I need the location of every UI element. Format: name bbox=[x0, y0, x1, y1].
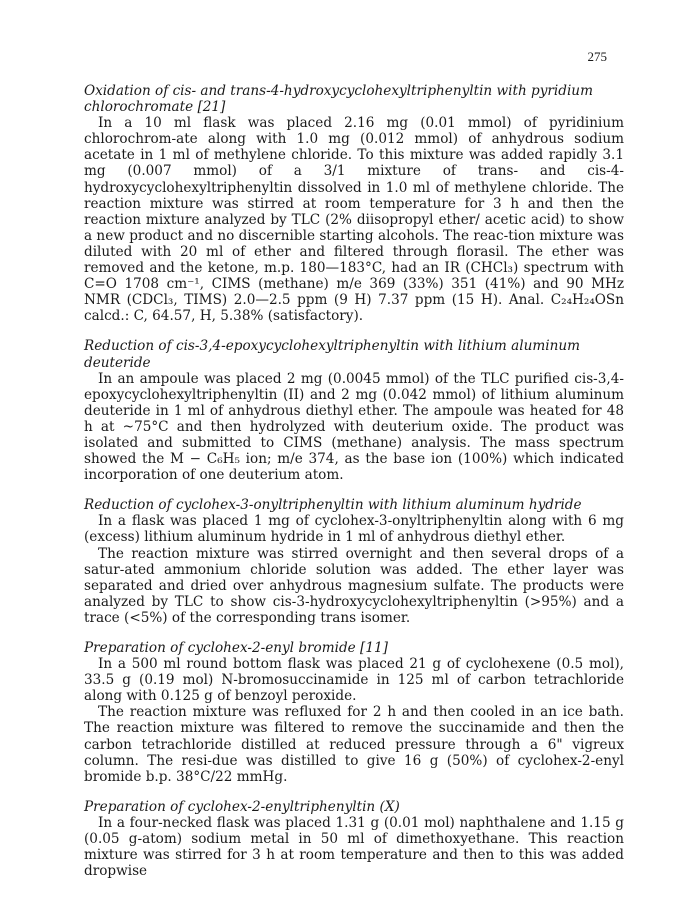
section-heading: Reduction of cis-3,4-epoxycyclohexyltriphenyltin with lithium aluminum deuteride bbox=[84, 338, 580, 371]
paragraph: In a 10 ml flask was placed 2.16 mg (0.01 mmol) of pyridinium chlorochrom-ate along with 1.0 mg (0.012 mmol) of anhydrous sodium acetate in 1 ml of methylene chloride. To this mixture was added rapidly 3.1 mg (0.007 mmol) of a 3/1 mixture of trans- and cis-4-hydroxycyclohexyltriphenyltin dissolved in 1.0 ml of methylene chloride. The reaction mixture was stirred at room temperature for 3 h and then the reaction mixture analyzed by TLC (2% diisopropyl ether/ acetic acid) to show a new product and no discernible starting alcohols. The reac-tion mixture was diluted with 20 ml of ether and filtered through florasil. The ether was removed and the ketone, m.p. 180—183°C, had an IR (CHCl₃) spectrum with C=O 1708 cm⁻¹, CIMS (methane) m/e 369 (33%) 351 (41%) and 90 MHz NMR (CDCl₃, TIMS) 2.0—2.5 ppm (9 H) 7.37 ppm (15 H). Anal. C₂₄H₂₄OSn calcd.: C, 64.57, H, 5.38% (satisfactory). bbox=[84, 115, 624, 325]
section-tin-prep bbox=[84, 799, 624, 879]
section-heading: Preparation of cyclohex-2-enyl bromide [11] bbox=[84, 640, 388, 656]
paragraph: In a flask was placed 1 mg of cyclohex-3-onyltriphenyltin along with 6 mg (excess) lithium aluminum hydride in 1 ml of anhydrous diethyl ether. bbox=[84, 513, 624, 546]
paragraph: In an ampoule was placed 2 mg (0.0045 mmol) of the TLC purified cis-3,4-epoxycyclohexyltriphenyltin (II) and 2 mg (0.042 mmol) of lithium aluminum deuteride in 1 ml of anhydrous diethyl ether. The ampoule was heated for 48 h at ~75°C and then hydrolyzed with deuterium oxide. The product was isolated and submitted to CIMS (methane) analysis. The mass spectrum showed the M − C₆H₅ ion; m/e 374, as the base ion (100%) which indicated incorporation of one deuterium atom. bbox=[84, 370, 624, 484]
section-heading: Preparation of cyclohex-2-enyltriphenyltin (X) bbox=[84, 798, 400, 815]
paragraph: The reaction mixture was stirred overnight and then several drops of a satur-ated ammonium chloride solution was added. The ether layer was separated and dried over anhydrous magnesium sulfate. The products were analyzed by TLC to show cis-3-hydroxycyclohexyltriphenyltin (>95%) and a trace (<5%) of the corresponding trans isomer. bbox=[84, 545, 624, 626]
section-reduction-epoxide bbox=[84, 338, 624, 483]
section-reduction-ketone bbox=[84, 497, 624, 626]
paragraph: In a 500 ml round bottom flask was placed 21 g of cyclohexene (0.5 mol), 33.5 g (0.19 mol) N-bromosuccinamide in 125 ml of carbon tetrachloride along with 0.125 g of benzoyl peroxide. bbox=[84, 656, 624, 705]
section-heading: Oxidation of cis- and trans-4-hydroxycyclohexyltriphenyltin with pyridium chlorochromate [21] bbox=[84, 83, 593, 116]
section-heading: Reduction of cyclohex-3-onyltriphenyltin with lithium aluminum hydride bbox=[84, 497, 582, 514]
paragraph: In a four-necked flask was placed 1.31 g (0.01 mol) naphthalene and 1.15 g (0.05 g-atom) sodium metal in 50 ml of dimethoxyethane. This reaction mixture was stirred for 3 h at room temperature and then to this was added dropwise bbox=[84, 814, 624, 880]
section-oxidation bbox=[84, 83, 624, 324]
article-body bbox=[84, 83, 624, 893]
page-number: 275 bbox=[587, 49, 607, 64]
section-bromide-prep bbox=[84, 640, 624, 785]
paragraph: The reaction mixture was refluxed for 2 h and then cooled in an ice bath. The reaction mixture was filtered to remove the succinamide and then the carbon tetrachloride distilled at reduced pressure through a 6" vigreux column. The resi-due was distilled to give 16 g (50%) of cyclohex-2-enyl bromide b.p. 38°C/22 mmHg. bbox=[84, 704, 624, 785]
